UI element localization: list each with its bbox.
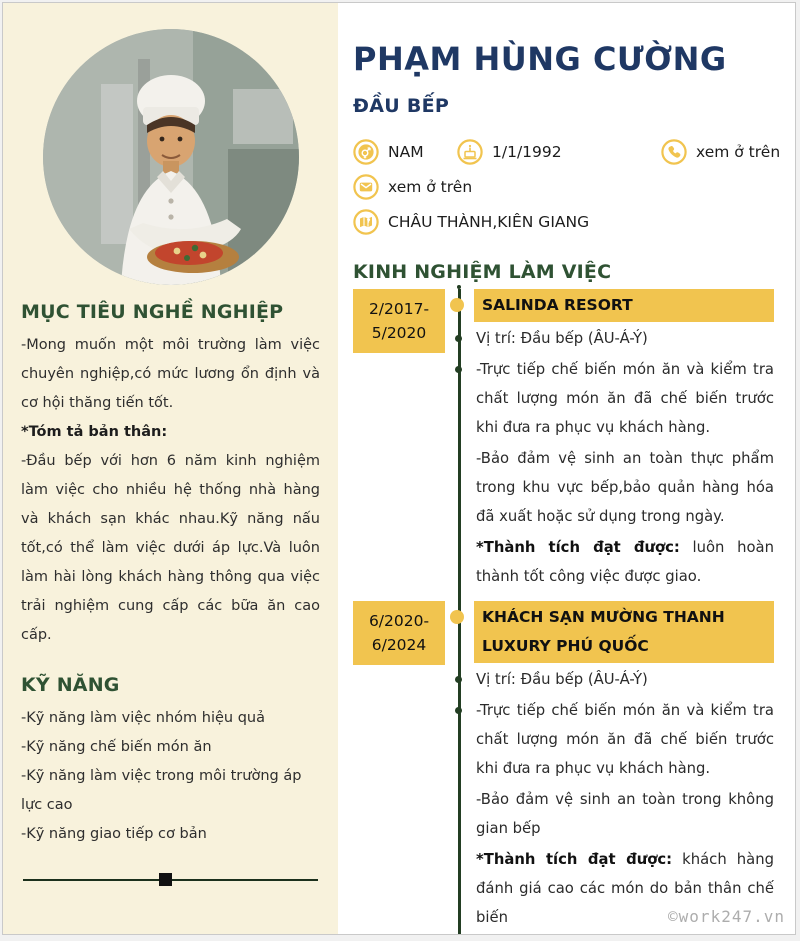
gender-value: NAM	[388, 142, 424, 161]
skill-item: -Kỹ năng làm việc nhóm hiệu quả	[21, 710, 265, 726]
timeline-bullet-icon	[450, 298, 464, 312]
experience-entry	[353, 601, 780, 935]
timeline-dot-icon	[455, 676, 462, 683]
date-cell	[353, 289, 445, 601]
sidebar-divider	[23, 879, 318, 881]
timeline-dot-icon	[455, 366, 462, 373]
info-row	[353, 139, 780, 165]
location-icon	[353, 209, 379, 235]
date-start: 2/2017-	[368, 299, 430, 318]
skill-item: -Kỹ năng chế biến món ăn	[21, 739, 212, 755]
personal-info	[353, 139, 780, 235]
birthday-value: 1/1/1992	[492, 142, 562, 161]
person-name: PHẠM HÙNG CƯỜNG	[353, 40, 727, 78]
date-end: 6/2024	[371, 635, 427, 654]
phone-value: xem ở trên	[696, 142, 781, 161]
company-name: KHÁCH SẠN MƯỜNG THANH LUXURY PHÚ QUỐC	[474, 601, 774, 663]
date-range	[353, 601, 445, 665]
self-summary-label: *Tóm tả bản thân:	[21, 424, 168, 440]
email-info	[353, 174, 472, 200]
main-content	[338, 3, 796, 934]
chef-photo-illustration	[43, 29, 299, 285]
timeline-dot-icon	[455, 707, 462, 714]
job-content	[474, 289, 774, 601]
gender-info	[353, 139, 457, 165]
divider-square-marker	[159, 873, 172, 886]
birthday-icon	[457, 139, 483, 165]
date-range	[353, 289, 445, 353]
job-detail: Vị trí: Đầu bếp (ÂU-Á-Ý)	[474, 663, 774, 694]
info-row	[353, 209, 780, 235]
skills-list	[21, 704, 320, 849]
location-value: CHÂU THÀNH,KIÊN GIANG	[388, 212, 590, 231]
experience-entry	[353, 289, 780, 601]
job-detail: Vị trí: Đầu bếp (ÂU-Á-Ý)	[474, 322, 774, 353]
gender-icon	[353, 139, 379, 165]
skill-item: -Kỹ năng giao tiếp cơ bản	[21, 826, 207, 842]
mail-icon	[353, 174, 379, 200]
location-info	[353, 209, 589, 235]
sidebar	[3, 3, 338, 934]
date-start: 6/2020-	[368, 611, 430, 630]
phone-icon	[661, 139, 687, 165]
timeline-bullet-icon	[450, 610, 464, 624]
birthday-info	[457, 139, 603, 165]
date-end: 5/2020	[371, 323, 427, 342]
job-detail: -Bảo đảm vệ sinh an toàn trong không gian bếp	[476, 790, 774, 837]
timeline	[445, 601, 474, 935]
timeline-dot-icon	[455, 335, 462, 342]
job-content	[474, 601, 774, 935]
skill-item: -Kỹ năng làm việc trong môi trường áp lực cao	[21, 768, 302, 813]
job-detail: -Bảo đảm vệ sinh an toàn thực phẩm trong khu vực bếp,bảo quản hàng hóa đã xuất hoặc sử dụng trong ngày.	[476, 449, 774, 525]
job-achievement: *Thành tích đạt được: luôn hoàn thành tốt công việc được giao.	[476, 538, 774, 585]
job-detail: -Trực tiếp chế biến món ăn và kiểm tra chất lượng món ăn đã chế biến trước khi đưa ra phục vụ khách hàng.	[474, 353, 774, 442]
experience-heading: KINH NGHIỆM LÀM VIỆC	[353, 260, 612, 283]
profile-photo	[43, 29, 299, 285]
skills-heading: KỸ NĂNG	[21, 674, 120, 696]
person-job-title: ĐẦU BẾP	[353, 94, 450, 117]
objective-paragraph: -Mong muốn một môi trường làm việc chuyên nghiệp,có mức lương ổn định và cơ hội thăng tiến tốt.	[21, 337, 320, 411]
company-name: SALINDA RESORT	[474, 289, 774, 322]
watermark: ©work247.vn	[668, 907, 785, 926]
date-cell	[353, 601, 445, 935]
job-achievement: *Thành tích đạt được: khách hàng đánh giá cao các món do bản thân chế biến	[476, 850, 774, 926]
objective-heading: MỤC TIÊU NGHỀ NGHIỆP	[21, 301, 284, 323]
phone-info	[661, 139, 780, 165]
job-detail: -Trực tiếp chế biến món ăn và kiểm tra chất lượng món ăn đã chế biến trước khi đưa ra phục vụ khách hàng.	[474, 694, 774, 783]
email-value: xem ở trên	[388, 177, 473, 196]
self-summary-paragraph: -Đầu bếp với hơn 6 năm kinh nghiệm làm việc cho nhiều hệ thống nhà hàng và khách sạn khác nhau.Kỹ năng nấu tốt,có thể làm việc dưới áp lực.Và luôn làm hài lòng khách hàng thông qua việc trải nghiệm cung cấp các bữa ăn cao cấp.	[21, 453, 320, 643]
cv-page	[2, 2, 796, 935]
info-row	[353, 174, 780, 200]
